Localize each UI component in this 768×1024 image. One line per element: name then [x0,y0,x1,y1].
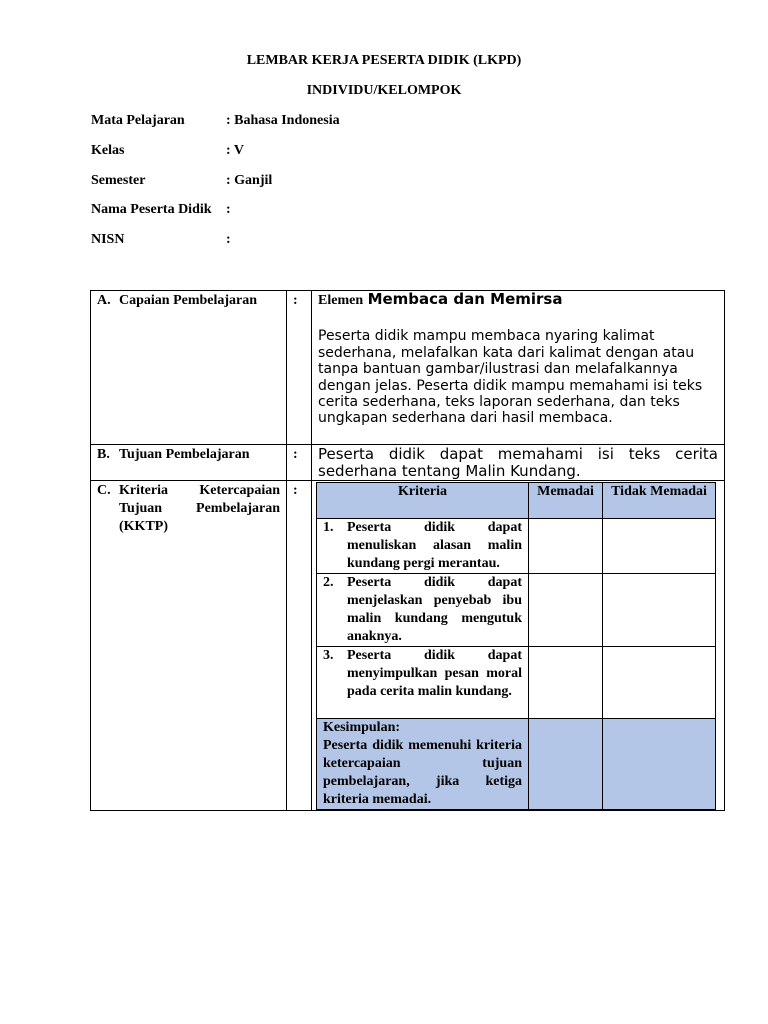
table-row [317,519,716,574]
section-a-row [91,291,725,445]
section-a-content-cell [312,291,725,445]
criteria-number: 2. [323,575,334,590]
inadequate-cell[interactable] [603,574,716,647]
info-label-subject: Mata Pelajaran [91,113,185,128]
adequate-cell[interactable] [529,647,603,719]
kktp-header-row [317,483,716,519]
section-c-colon: : [293,483,298,498]
section-b-content-cell [312,445,725,481]
info-label-semester: Semester [91,173,146,188]
section-c-label-line2: Tujuan Pembelajaran [119,501,280,516]
section-b-label [91,445,286,466]
inadequate-cell[interactable] [603,519,716,574]
criteria-number: 3. [323,648,334,663]
info-value-nisn: : [226,232,231,247]
section-b-row [91,445,725,481]
conclusion-row [317,719,716,810]
section-a-label [91,291,286,312]
info-value-semester: : Ganjil [226,173,273,188]
section-c-row [91,481,725,811]
conclusion-cell [317,719,529,810]
conclusion-inadequate-cell [603,719,716,810]
section-b-label-cell [91,445,287,481]
info-value-class: : V [226,143,245,158]
conclusion-text: Peserta didik memenuhi kriteria ketercapaian tujuan pembelajaran, jika ketiga kriteria memadai. [323,738,522,807]
section-b-letter: B. [97,447,110,462]
section-b-colon-cell [287,445,312,481]
section-b-title: Tujuan Pembelajaran [119,447,250,462]
section-a-label-cell [91,291,287,445]
criteria-number: 1. [323,520,334,535]
table-row [317,647,716,719]
section-c-label [91,481,286,538]
elemen-name: Membaca dan Memirsa [367,290,563,308]
elemen-prefix: Elemen [318,293,364,308]
info-value-subject: : Bahasa Indonesia [226,113,340,128]
kktp-header-inadequate: Tidak Memadai [603,483,716,519]
conclusion-title: Kesimpulan: [323,720,401,735]
section-c-label-line3: (KKTP) [119,519,168,534]
section-a-letter: A. [97,293,111,308]
section-a-text: Peserta didik mampu membaca nyaring kalimat sederhana, melafalkan kata dari kalimat dengan atau tanpa bantuan gambar/ilustrasi dan melafalkannya dengan jelas. Peserta didik mampu memahami isi teks cerita sederhana, teks laporan sederhana, dan teks ungkapan sederhana dari hasil membaca. [318,328,703,427]
lkpd-table [90,290,725,811]
table-row [317,574,716,647]
conclusion-adequate-cell [529,719,603,810]
adequate-cell[interactable] [529,574,603,647]
section-a-title: Capaian Pembelajaran [119,293,258,308]
criteria-cell [317,574,529,647]
adequate-cell[interactable] [529,519,603,574]
kktp-header-adequate: Memadai [529,483,603,519]
criteria-text: Peserta didik dapat menuliskan alasan malin kundang pergi merantau. [347,520,522,571]
section-c-label-cell [91,481,287,811]
criteria-cell [317,519,529,574]
criteria-text: Peserta didik dapat menjelaskan penyebab ibu malin kundang mengutuk anaknya. [347,575,522,644]
info-label-nisn: NISN [91,232,125,247]
section-a-colon-cell [287,291,312,445]
section-b-colon: : [293,447,298,462]
section-a-colon: : [293,293,298,308]
section-b-text: Peserta didik dapat memahami isi teks cerita sederhana tentang Malin Kundang. [318,445,718,480]
info-value-student-name: : [226,202,231,217]
section-a-elemen [312,291,724,309]
document-subtitle: INDIVIDU/KELOMPOK [306,83,462,98]
section-c-content-cell [312,481,725,811]
info-label-student-name: Nama Peserta Didik [91,202,212,217]
section-c-label-line1: Kriteria Ketercapaian [119,483,280,498]
section-c-letter: C. [97,483,111,498]
criteria-cell [317,647,529,719]
document-title: LEMBAR KERJA PESERTA DIDIK (LKPD) [246,53,522,68]
inadequate-cell[interactable] [603,647,716,719]
kktp-header-criteria: Kriteria [317,483,529,519]
info-label-class: Kelas [91,143,125,158]
criteria-text: Peserta didik dapat menyimpulkan pesan moral pada cerita malin kundang. [347,648,522,699]
kktp-table [316,482,716,810]
section-c-colon-cell [287,481,312,811]
